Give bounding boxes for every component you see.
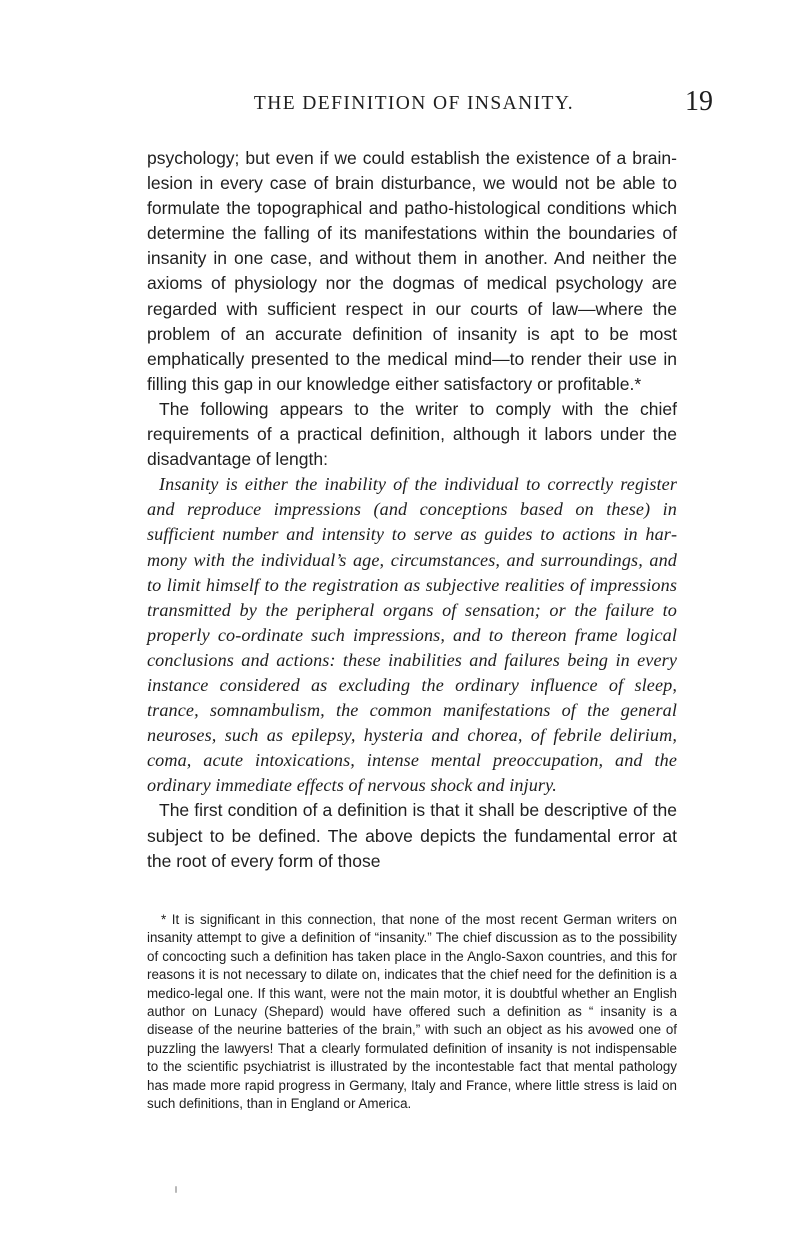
main-text	[147, 146, 677, 874]
footnote: * It is significant in this connection, that none of the most recent German writers on insanity attempt to give a definition of “insanity.” The chief discussion as to the possibility of concocting such a definition has taken place in the Anglo-Saxon countries, and this for reasons it is not necessary to dilate on, indicates that the chief need for the definition is a medico-legal one. If this want, were not the main motor, it is doubtful whether an English author on Lunacy (Shepard) would have offered such a definition as “ insanity is a disease of the neurine batteries of the brain,” with such an object as his avowed one of puzzling the lawyers! That a clearly formulated definition of insanity is not indispensable to the scientific psychiatrist is illustrated by the incontestable fact that mental pathology has made more rapid progress in Germany, Italy and France, where little stress is laid on such definitions, than in England or America.	[147, 912, 677, 1112]
running-head: THE DEFINITION OF INSANITY.	[253, 93, 575, 114]
paragraph-continued: psychology; but even if we could establish the existence of a brain-lesion in every case of brain disturbance, we would not be able to formulate the topographical and patho-histological conditions which determine the falling of its manifestations within the boundaries of insanity in one case, and without them in another. And neither the axioms of physiology nor the dogmas of medical psychology are regarded with sufficient respect in our courts of law—where the problem of an accurate definition of insanity is apt to be most emphatically presented to the medical mind—to render their use in filling this gap in our knowledge either satisfactory or profitable.*	[147, 148, 677, 394]
page-number: 19	[685, 86, 713, 117]
paragraph-first-condition: The first condition of a definition is that it shall be descriptive of the subject to be defined. The above depicts the fundamental error at the root of every form of those	[147, 800, 677, 871]
definition-of-insanity: Insanity is either the inability of the individual to correctly register and reproduce impressions (and conceptions based on these) in sufficient number and intensity to serve as guides to actions in harmony with the individual’s age, circumstances, and surroundings, and to limit himself to the registration as subjective realities of impressions transmitted by the peripheral organs of sensation; or the failure to properly co-ordinate such impressions, and to thereon frame logical conclusions and actions: these inabilities and failures being in every instance considered as excluding the ordinary influence of sleep, trance, somnambulism, the common manifestations of the general neuroses, such as epilepsy, hysteria and chorea, of febrile delirium, coma, acute intoxications, intense mental preoccupation, and the ordinary immediate effects of nervous shock and injury.	[147, 474, 677, 796]
paragraph-intro-definition: The following appears to the writer to comply with the chief requirements of a practical definition, although it labors under the disadvantage of length:	[147, 398, 677, 470]
paper-speck	[175, 1186, 177, 1193]
